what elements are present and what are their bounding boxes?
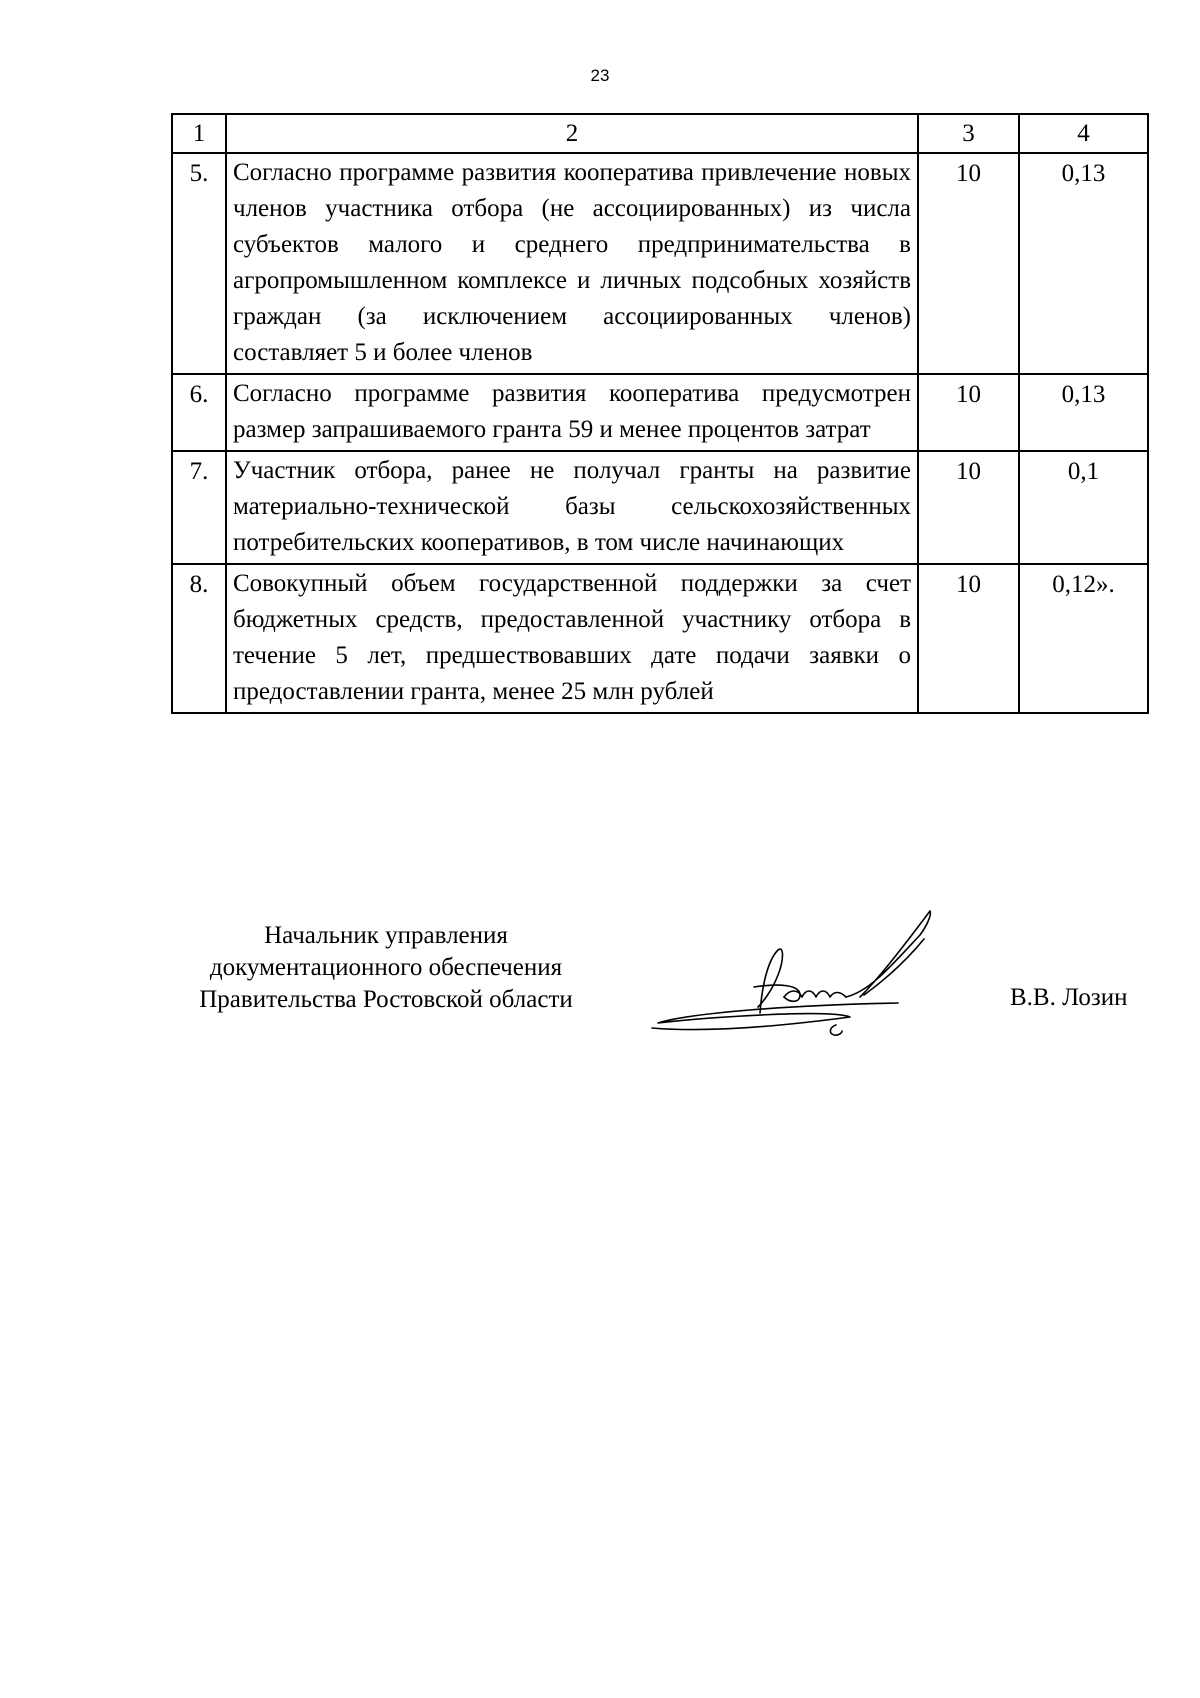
criterion-score: 10 bbox=[918, 451, 1019, 564]
signatory-title-line: документационного обеспечения bbox=[209, 954, 563, 981]
signatory-block bbox=[171, 920, 601, 1016]
table-row bbox=[172, 564, 1148, 713]
header-cell: 2 bbox=[226, 114, 918, 153]
criterion-weight: 0,13 bbox=[1019, 374, 1148, 451]
criterion-weight: 0,13 bbox=[1019, 153, 1148, 374]
criterion-text: Совокупный объем государственной поддержки за счет бюджетных средств, предоставленной участнику отбора в течение 5 лет, предшествовавших дате подачи заявки о предоставлении гранта, менее 25 млн рублей bbox=[226, 564, 918, 713]
table-row bbox=[172, 374, 1148, 451]
criterion-weight: 0,1 bbox=[1019, 451, 1148, 564]
header-cell: 4 bbox=[1019, 114, 1148, 153]
handwritten-signature bbox=[650, 905, 980, 1040]
header-cell: 1 bbox=[172, 114, 226, 153]
criterion-text: Согласно программе развития кооператива привлечение новых членов участника отбора (не ассоциированных) из числа субъектов малого и среднего предпринимательства в агропромышленном комплексе и личных подсобных хозяйств граждан (за исключением ассоциированных членов) составляет 5 и более членов bbox=[226, 153, 918, 374]
row-number: 7. bbox=[172, 451, 226, 564]
row-number: 6. bbox=[172, 374, 226, 451]
page-number: 23 bbox=[590, 66, 610, 85]
criterion-text: Согласно программе развития кооператива предусмотрен размер запрашиваемого гранта 59 и менее процентов затрат bbox=[226, 374, 918, 451]
signatory-name: В.В. Лозин bbox=[1010, 984, 1128, 1011]
header-cell: 3 bbox=[918, 114, 1019, 153]
criterion-weight: 0,12». bbox=[1019, 564, 1148, 713]
criterion-score: 10 bbox=[918, 374, 1019, 451]
signatory-title-line: Начальник управления bbox=[264, 922, 508, 949]
table-row bbox=[172, 451, 1148, 564]
signatory-title-line: Правительства Ростовской области bbox=[199, 986, 573, 1013]
criterion-score: 10 bbox=[918, 564, 1019, 713]
criteria-table bbox=[171, 113, 1149, 714]
row-number: 5. bbox=[172, 153, 226, 374]
criterion-score: 10 bbox=[918, 153, 1019, 374]
criterion-text: Участник отбора, ранее не получал гранты на развитие материально-технической базы сельскохозяйственных потребительских кооперативов, в том числе начинающих bbox=[226, 451, 918, 564]
row-number: 8. bbox=[172, 564, 226, 713]
table-header-row bbox=[172, 114, 1148, 153]
table-row bbox=[172, 153, 1148, 374]
